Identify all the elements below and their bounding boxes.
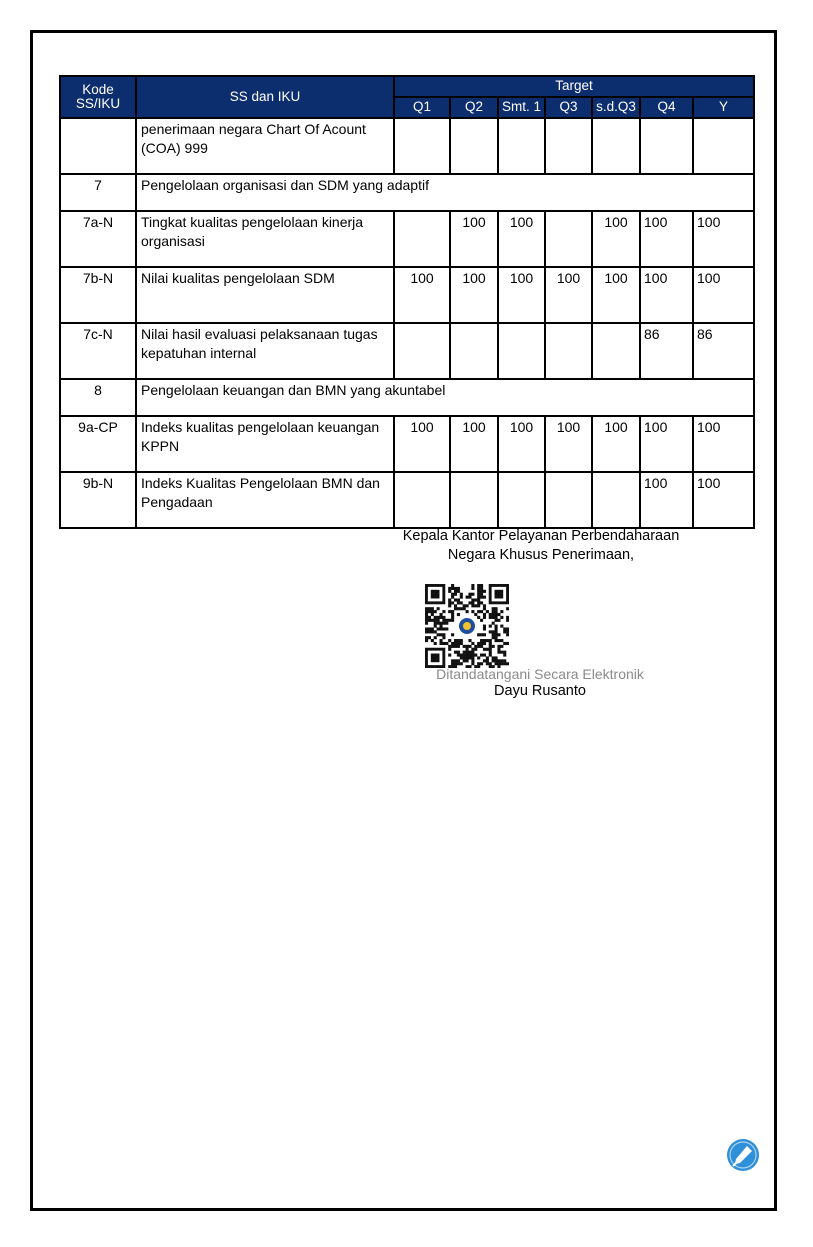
row-value-q4: 100 bbox=[640, 472, 693, 528]
row-value-q4: 100 bbox=[640, 211, 693, 267]
table-row bbox=[60, 472, 754, 528]
row-value-smt1: 100 bbox=[498, 416, 545, 472]
header-ss-dan-iku: SS dan IKU bbox=[136, 76, 394, 118]
row-label: Pengelolaan keuangan dan BMN yang akuntabel bbox=[136, 379, 754, 416]
row-label: Nilai kualitas pengelolaan SDM bbox=[136, 267, 394, 323]
row-value-smt1 bbox=[498, 472, 545, 528]
row-label: Nilai hasil evaluasi pelaksanaan tugas kepatuhan internal bbox=[136, 323, 394, 379]
table-row bbox=[60, 211, 754, 267]
row-kode: 8 bbox=[60, 379, 136, 416]
table-row bbox=[60, 323, 754, 379]
row-value-y: 100 bbox=[693, 211, 754, 267]
row-kode: 7 bbox=[60, 174, 136, 211]
row-value-y: 86 bbox=[693, 323, 754, 379]
row-kode bbox=[60, 118, 136, 174]
group-row bbox=[60, 379, 754, 416]
row-value-q3: 100 bbox=[545, 416, 592, 472]
row-value-q2: 100 bbox=[450, 267, 498, 323]
table-row bbox=[60, 416, 754, 472]
qr-code-icon bbox=[425, 584, 509, 668]
row-value-y bbox=[693, 118, 754, 174]
row-value-q3 bbox=[545, 118, 592, 174]
row-value-q1 bbox=[394, 211, 450, 267]
iku-table bbox=[59, 75, 755, 529]
row-kode: 7c-N bbox=[60, 323, 136, 379]
row-kode: 7b-N bbox=[60, 267, 136, 323]
header-kode: Kode SS/IKU bbox=[60, 76, 136, 118]
row-value-smt1 bbox=[498, 323, 545, 379]
row-value-q3 bbox=[545, 323, 592, 379]
row-kode: 7a-N bbox=[60, 211, 136, 267]
table-row bbox=[60, 267, 754, 323]
row-value-smt1: 100 bbox=[498, 211, 545, 267]
row-value-q2 bbox=[450, 323, 498, 379]
group-row bbox=[60, 174, 754, 211]
row-label: Pengelolaan organisasi dan SDM yang adaptif bbox=[136, 174, 754, 211]
row-value-sdq3: 100 bbox=[592, 267, 640, 323]
row-value-y: 100 bbox=[693, 472, 754, 528]
header-q4: Q4 bbox=[640, 97, 693, 118]
row-value-q1 bbox=[394, 323, 450, 379]
header-y: Y bbox=[693, 97, 754, 118]
esign-note: Ditandatangani Secara Elektronik bbox=[436, 666, 644, 682]
signature-title-line2: Negara Khusus Penerimaan, bbox=[447, 547, 635, 563]
row-value-sdq3 bbox=[592, 472, 640, 528]
row-value-q4: 100 bbox=[640, 267, 693, 323]
signer-name: Dayu Rusanto bbox=[494, 683, 586, 699]
row-value-sdq3 bbox=[592, 118, 640, 174]
row-value-q2: 100 bbox=[450, 416, 498, 472]
table-body bbox=[60, 118, 754, 528]
row-value-q1 bbox=[394, 472, 450, 528]
row-value-q4: 86 bbox=[640, 323, 693, 379]
row-value-smt1: 100 bbox=[498, 267, 545, 323]
row-value-sdq3: 100 bbox=[592, 416, 640, 472]
row-label: Indeks kualitas pengelolaan keuangan KPPN bbox=[136, 416, 394, 472]
row-value-q1 bbox=[394, 118, 450, 174]
row-value-q4: 100 bbox=[640, 416, 693, 472]
row-value-y: 100 bbox=[693, 416, 754, 472]
row-value-q4 bbox=[640, 118, 693, 174]
header-q2: Q2 bbox=[450, 97, 498, 118]
row-value-sdq3: 100 bbox=[592, 211, 640, 267]
row-label: Tingkat kualitas pengelolaan kinerja organisasi bbox=[136, 211, 394, 267]
header-q3: Q3 bbox=[545, 97, 592, 118]
row-value-sdq3 bbox=[592, 323, 640, 379]
row-value-q2 bbox=[450, 118, 498, 174]
row-value-y: 100 bbox=[693, 267, 754, 323]
row-value-q2 bbox=[450, 472, 498, 528]
row-value-q1: 100 bbox=[394, 416, 450, 472]
row-kode: 9a-CP bbox=[60, 416, 136, 472]
signature-title-line1: Kepala Kantor Pelayanan Perbendaharaan bbox=[402, 528, 680, 544]
header-target: Target bbox=[394, 76, 754, 97]
header-smt1: Smt. 1 bbox=[498, 97, 545, 118]
row-value-q1: 100 bbox=[394, 267, 450, 323]
row-kode: 9b-N bbox=[60, 472, 136, 528]
header-q1: Q1 bbox=[394, 97, 450, 118]
row-value-q2: 100 bbox=[450, 211, 498, 267]
row-label: Indeks Kualitas Pengelolaan BMN dan Pengadaan bbox=[136, 472, 394, 528]
pen-badge-icon bbox=[725, 1137, 761, 1173]
signature-block bbox=[395, 527, 687, 565]
row-value-smt1 bbox=[498, 118, 545, 174]
row-label: penerimaan negara Chart Of Acount (COA) 999 bbox=[136, 118, 394, 174]
header-sdq3: s.d.Q3 bbox=[592, 97, 640, 118]
row-value-q3: 100 bbox=[545, 267, 592, 323]
row-value-q3 bbox=[545, 211, 592, 267]
row-value-q3 bbox=[545, 472, 592, 528]
table-row bbox=[60, 118, 754, 174]
